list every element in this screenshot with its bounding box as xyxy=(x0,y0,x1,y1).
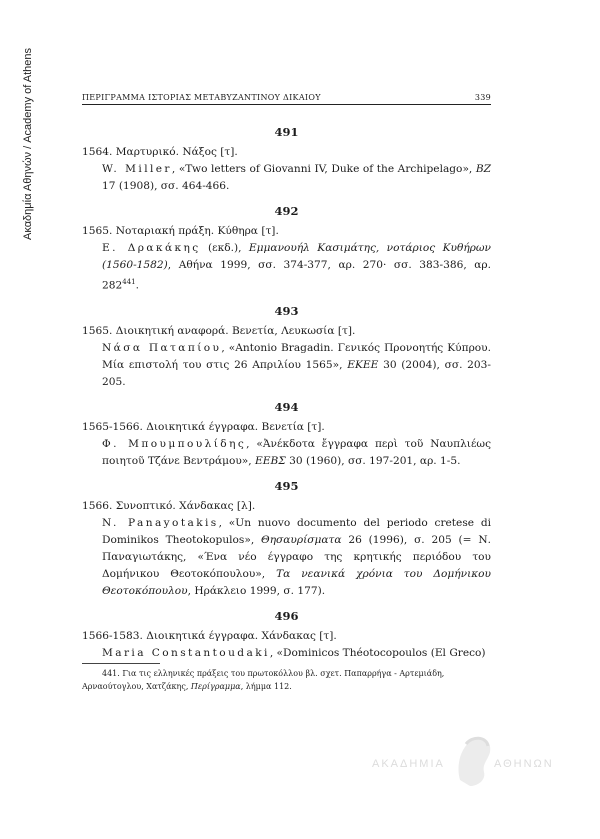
author: Ε. Δρακάκης xyxy=(102,242,201,254)
entry-number: 495 xyxy=(274,478,299,493)
entry-493 xyxy=(82,303,491,391)
entry-494 xyxy=(82,399,491,470)
entry-heading: 1564. Μαρτυρικό. Νάξος [τ]. xyxy=(82,146,238,158)
entry-citation: N. Panayotakis, «Un nuovo documento del periodo cretese di Dominikos Theotokopulos», Θησαυρίσματα 26 (1996), σ. 205 (= Ν. Παναγιωτάκης, «Ένα νέο έγγραφο της κρητικής περιόδου του Δομήνικου Θεοτοκόπουλου», Τα νεανικά χρόνια του Δομήνικου Θεοτοκόπουλου, Ηράκλειο 1999, σ. 177). xyxy=(102,516,491,597)
author: N. Panayotakis xyxy=(102,516,219,529)
entry-491 xyxy=(82,124,491,195)
author: Νάσα Παταπίου xyxy=(102,341,222,354)
header-rule xyxy=(82,104,491,105)
entry-492 xyxy=(82,203,491,295)
side-label: Ακαδημία Αθηνών / Academy of Athens xyxy=(22,47,34,240)
page-number: 339 xyxy=(474,93,491,102)
entry-number: 494 xyxy=(274,399,299,414)
author: Φ. Μπουμπουλίδης xyxy=(102,437,247,450)
entry-heading: 1565. Διοικητική αναφορά. Βενετία, Λευκωσία [τ]. xyxy=(82,324,356,337)
entry-heading: 1566. Συνοπτικό. Χάνδακας [λ]. xyxy=(82,499,256,512)
entry-number: 496 xyxy=(274,608,299,623)
footnote-ref[interactable]: 441 xyxy=(122,278,136,286)
header-title: ΠΕΡΙΓΡΑΜΜΑ ΙΣΤΟΡΙΑΣ ΜΕΤΑΒΥΖΑΝΤΙΝΟΥ ΔΙΚΑΙΟΥ xyxy=(82,93,321,102)
watermark-left: ΑΚΑΔΗΜΙΑ xyxy=(372,758,445,770)
author: W. Miller xyxy=(102,163,172,175)
entry-citation: W. Miller, «Two letters of Giovanni IV, Duke of the Archipelago», BZ 17 (1908), σσ. 464-466. xyxy=(102,163,491,192)
entry-heading: 1565. Νοταριακή πράξη. Κύθηρα [τ]. xyxy=(82,225,279,237)
entry-495 xyxy=(82,478,491,600)
watermark-right: ΑΘΗΝΩΝ xyxy=(494,758,554,770)
author: Maria Constantoudaki xyxy=(102,646,270,659)
footnote: 441. Για τις ελληνικές πράξεις του πρωτοκόλλου βλ. σχετ. Παπαρρήγα - Αρτεμιάδη, Αρναούτογλου, Χατζάκης, Περίγραμμα, λήμμα 112. xyxy=(82,669,445,691)
athena-head-icon xyxy=(452,730,496,790)
entry-heading: 1566-1583. Διοικητικά έγγραφα. Χάνδακας [τ]. xyxy=(82,629,337,642)
entry-citation: Νάσα Παταπίου, «Antonio Bragadin. Γενικός Προνοητής Κύπρου. Μία επιστολή του στις 26 Απριλίου 1565», ΕΚΕΕ 30 (2004), σσ. 203-205. xyxy=(102,341,491,388)
entry-number: 492 xyxy=(274,204,299,218)
entry-citation: Maria Constantoudaki, «Dominicos Théotocopoulos (El Greco) xyxy=(102,646,486,659)
entry-496 xyxy=(82,608,491,662)
footnote-rule xyxy=(82,663,160,664)
entries xyxy=(82,124,491,670)
entry-citation: Φ. Μπουμπουλίδης, «Ἀνέκδοτα ἔγγραφα περὶ τοῦ Ναυπλιέως ποιητοῦ Τζάνε Βεντράμου», ΕΕΒΣ 30 (1960), σσ. 197-201, αρ. 1-5. xyxy=(102,437,491,467)
entry-citation: Ε. Δρακάκης (εκδ.), Εμμανουήλ Κασιμάτης, νοτάριος Κυθήρων (1560-1582), Αθήνα 1999, σσ. 374-377, αρ. 270· σσ. 383-386, αρ. $282^{441}$. xyxy=(102,242,491,292)
academy-watermark-logo xyxy=(372,732,572,792)
entry-number: 493 xyxy=(274,303,299,318)
running-header xyxy=(82,93,491,102)
entry-number: 491 xyxy=(274,125,299,139)
side-watermark xyxy=(22,40,40,240)
entry-heading: 1565-1566. Διοικητικά έγγραφα. Βενετία [τ]. xyxy=(82,420,325,433)
